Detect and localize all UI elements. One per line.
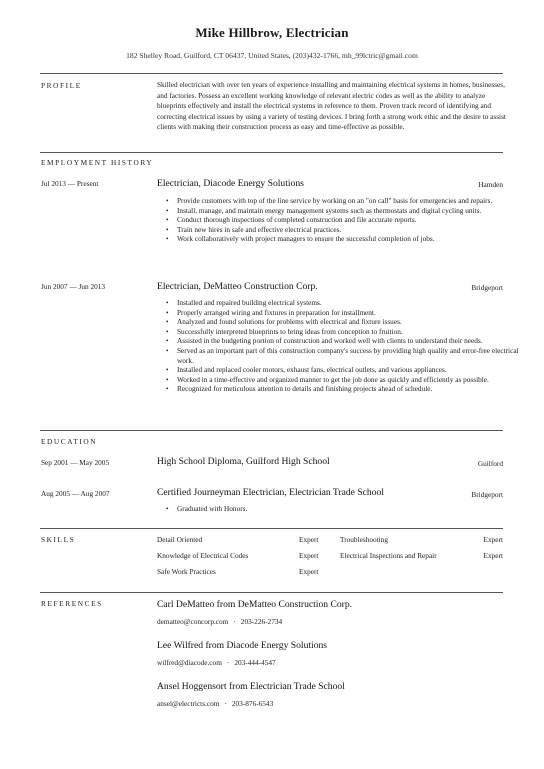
education-bullets (165, 504, 520, 514)
reference-phone[interactable]: 203-876-6543 (231, 699, 274, 708)
job-bullets (165, 298, 520, 394)
reference-phone[interactable]: 203-226-2734 (240, 617, 283, 626)
skill-name: Electrical Inspections and Repair (340, 551, 437, 560)
bullet-item: • Conduct thorough inspections of completed construction and file accurate reports. (177, 215, 520, 225)
job-title: Electrician, Diacode Energy Solutions (157, 178, 304, 189)
skill-name: Safe Work Practices (157, 567, 216, 576)
reference-name: Ansel Hoggensort from Electrician Trade School (157, 681, 345, 692)
bullet-item: • Served as an important part of this construction company's success by providing high quality and error-free electrical work. (177, 346, 520, 365)
education-city: Guilford (477, 459, 503, 468)
profile-summary: Skilled electrician with over ten years of experience installing and maintaining electrical systems in homes, businesses, and factories. Possess an excellent working knowledge of relevant electric codes as well as the ability to analyze blueprints effectively and install the electrical systems in reference to them. Proven track record of identifying and correcting electrical issues by using a variety of testing devices. I bring forth a strong work ethic and the desire to assist clients with making their construction process as easy and time-effective as possible. (157, 80, 506, 132)
job-bullets (165, 196, 520, 244)
reference-contact: wilfred@diacode.com · 203-444-4547 (157, 658, 276, 667)
bullet-item: • Train new hires in safe and effective electrical practices. (177, 225, 520, 235)
bullet-item: • Successfully interpreted blueprints to bring ideas from conception to fruition. (177, 327, 520, 337)
bullet-item: • Recognized for meticulous attention to details and finishing projects ahead of schedule. (177, 384, 520, 394)
education-dates: Sep 2001 — May 2005 (41, 458, 110, 467)
section-divider (40, 592, 503, 593)
skill-level: Expert (299, 535, 319, 544)
skill-name: Knowledge of Electrical Codes (157, 551, 249, 560)
contact-line: 182 Shelley Road, Guilford, CT 06437, United States, (203)432-1766, mh_99lctric@gmail.com (126, 51, 418, 60)
reference-email[interactable]: ansel@electricts.com (157, 699, 220, 708)
job-dates: Jun 2007 — Jun 2013 (41, 282, 106, 291)
reference-phone[interactable]: 203-444-4547 (234, 658, 276, 667)
reference-email[interactable]: dematteo@concorp.com (157, 617, 229, 626)
reference-email[interactable]: wilfred@diacode.com (157, 658, 222, 667)
section-divider (40, 528, 503, 529)
education-title: High School Diploma, Guilford High School (157, 456, 330, 467)
section-divider (40, 430, 503, 431)
education-title: Certified Journeyman Electrician, Electrician Trade School (157, 487, 384, 498)
resume-name: Mike Hillbrow, Electrician (195, 25, 349, 40)
bullet-item: • Worked in a time-effective and organized manner to get the job done as quickly and efficiently as possible. (177, 375, 520, 385)
skill-level: Expert (483, 551, 503, 560)
bullet-item: • Properly arranged wiring and fixtures in preparation for installment. (177, 308, 520, 318)
bullet-item: • Installed and repaired building electrical systems. (177, 298, 520, 308)
job-city: Hamden (478, 180, 503, 189)
skill-name: Detail Oriented (157, 535, 203, 544)
reference-name: Lee Wilfred from Diacode Energy Solutions (157, 640, 328, 651)
bullet-item: • Analyzed and found solutions for problems with electrical and fixture issues. (177, 317, 520, 327)
section-heading-education: EDUCATION (41, 437, 98, 446)
reference-name: Carl DeMatteo from DeMatteo Construction Corp. (157, 599, 353, 610)
bullet-item: • Graduated with Honors. (177, 504, 520, 514)
job-dates: Jul 2013 — Present (41, 179, 99, 188)
bullet-item: • Install, manage, and maintain energy management systems such as thermostats and digital cycling units. (177, 206, 520, 216)
education-city: Bridgeport (471, 490, 503, 499)
section-heading-skills: SKILLS (41, 535, 76, 544)
skill-name: Troubleshooting (340, 535, 388, 544)
reference-contact: dematteo@concorp.com · 203-226-2734 (157, 617, 283, 626)
job-title: Electrician, DeMatteo Construction Corp. (157, 281, 318, 292)
skill-level: Expert (483, 535, 503, 544)
section-divider (40, 152, 503, 153)
section-heading-employment: EMPLOYMENT HISTORY (41, 158, 154, 167)
section-divider (40, 73, 503, 74)
skill-level: Expert (299, 551, 319, 560)
section-heading-references: REFERENCES (41, 599, 103, 608)
bullet-item: • Installed and replaced cooler motors, exhaust fans, electrical outlets, and various appliances. (177, 365, 520, 375)
education-dates: Aug 2005 — Aug 2007 (41, 489, 110, 498)
skill-level: Expert (299, 567, 319, 576)
section-heading-profile: PROFILE (41, 81, 82, 90)
bullet-item: • Assisted in the budgeting portion of construction and worked well with clients to understand their needs. (177, 336, 520, 346)
bullet-item: • Provide customers with top of the line service by working on an "on call" basis for emergencies and repairs. (177, 196, 520, 206)
job-city: Bridgeport (471, 283, 503, 292)
reference-contact: ansel@electricts.com · 203-876-6543 (157, 699, 274, 708)
bullet-item: • Work collaboratively with project managers to ensure the successful completion of jobs. (177, 234, 520, 244)
